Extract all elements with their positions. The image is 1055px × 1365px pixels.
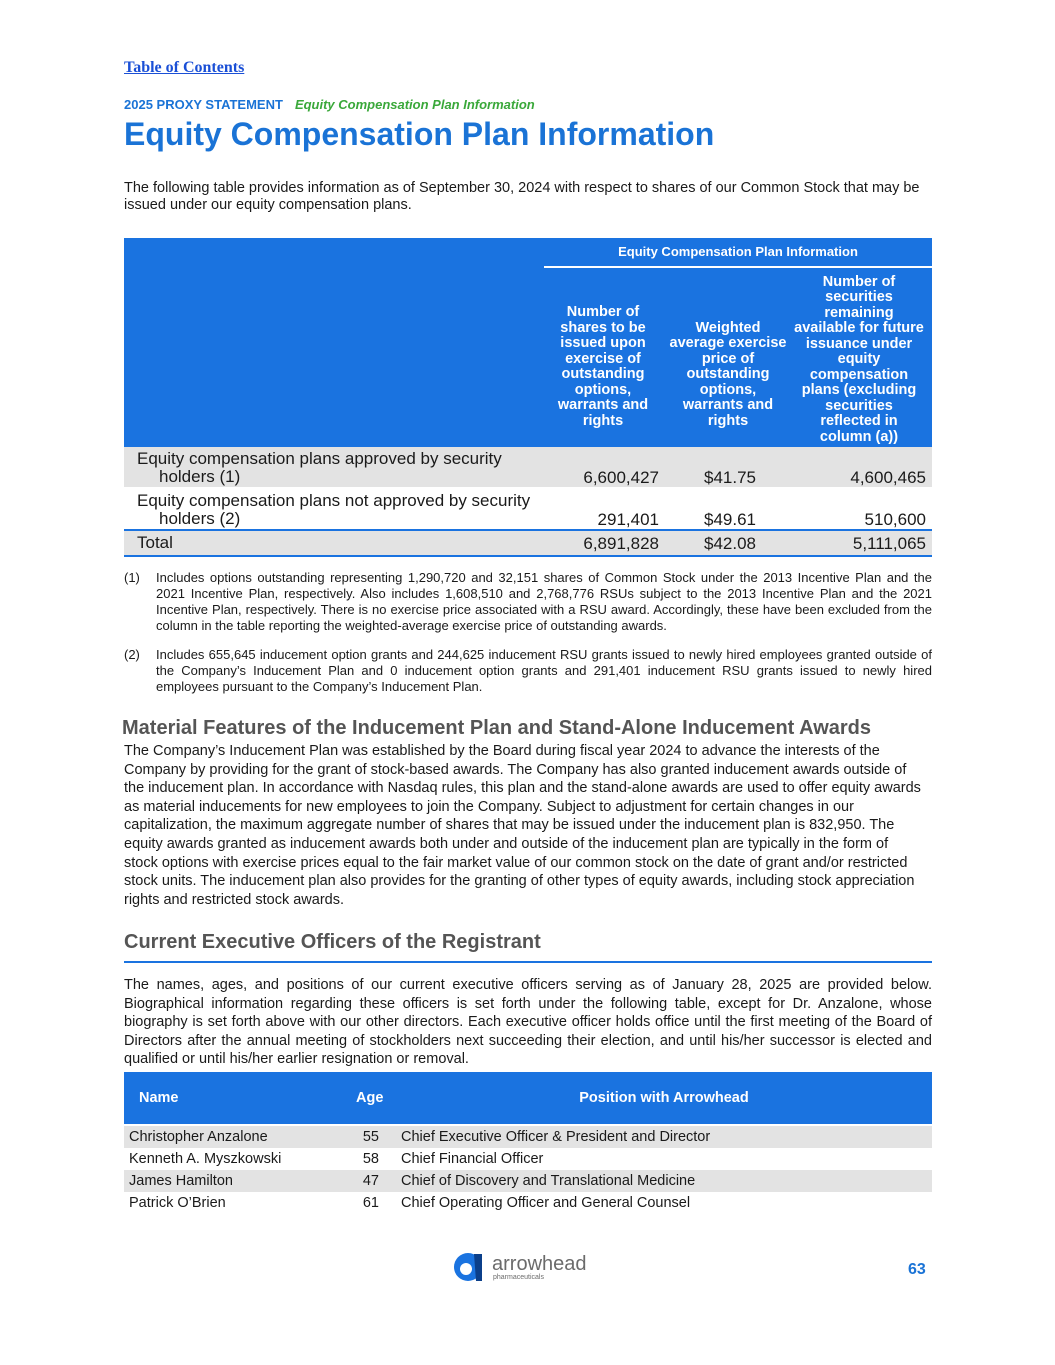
cell-remaining-available: 510,600 (864, 510, 926, 529)
section-divider (124, 961, 932, 963)
table-row (124, 488, 932, 531)
running-header (124, 97, 535, 112)
arrowhead-logo-icon (452, 1248, 612, 1286)
logo-subtitle: pharmaceuticals (493, 1274, 544, 1281)
footnote-1 (124, 570, 932, 634)
column-c-header: Number of securities remaining available for future issuance under equity compensation plans (excluding securities reflected in column (a)) (794, 273, 924, 445)
table-of-contents-link[interactable]: Table of Contents (124, 59, 245, 76)
header-section-name: Equity Compensation Plan Information (294, 97, 535, 112)
total-shares-to-issue: 6,891,828 (583, 534, 659, 553)
cell-shares-to-issue: 291,401 (597, 510, 659, 529)
officer-name: James Hamilton (129, 1173, 233, 1189)
officer-position: Chief Operating Officer and General Counsel (401, 1195, 691, 1211)
footnote-text: Includes 655,645 inducement option grants and 244,625 inducement RSU grants issued to newly hired employees granted outside of the Company’s Inducement Plan and 0 inducement option grants and 291,401 inducement RSU grants issued to newly hired employees pursuant to the Company’s Inducement Plan. (156, 647, 932, 694)
table-row (124, 1192, 932, 1214)
officer-age: 58 (362, 1151, 379, 1167)
section-heading-executive-officers: Current Executive Officers of the Registrant (124, 931, 541, 953)
table-row (124, 1170, 932, 1192)
equity-compensation-table (124, 238, 932, 557)
row-label: Equity compensation plans not approved by security holders (2) (137, 491, 531, 528)
footnote-number: (2) (124, 647, 140, 662)
total-weighted-price: $42.08 (704, 534, 756, 553)
officer-position: Chief of Discovery and Translational Medicine (401, 1173, 696, 1189)
officer-position: Chief Financial Officer (401, 1151, 544, 1167)
header-position: Position with Arrowhead (579, 1090, 749, 1106)
row-label: Equity compensation plans approved by security holders (1) (137, 449, 502, 486)
cell-weighted-price: $49.61 (704, 510, 756, 529)
section-body-inducement-plan: The Company’s Inducement Plan was established by the Board during fiscal year 2024 to advance the interests of the Company by providing for the grant of stock-based awards. The Company has also granted inducement awards outside of the inducement plan. In accordance with Nasdaq rules, this plan and the stand-alone awards are used to offer equity awards as material inducements for new employees to join the Company. Subject to adjustment for certain changes in our capitalization, the maximum aggregate number of shares that may be issued under the inducement plan is 832,950. The equity awards granted as inducement awards both under and outside of the inducement plan are typically in the form of stock options with exercise prices equal to the fair market value of our common stock on the date of grant and/or restricted stock units. The inducement plan also provides for the granting of other types of equity awards, including stock appreciation rights and restricted stock awards. (124, 743, 921, 908)
arrowhead-logo (452, 1248, 612, 1286)
footnote-2 (124, 647, 932, 695)
logo-wordmark: arrowhead (492, 1253, 587, 1275)
officer-age: 61 (362, 1195, 379, 1211)
officer-name: Christopher Anzalone (129, 1129, 268, 1145)
equity-table-header (124, 238, 932, 447)
officers-table-header (124, 1072, 932, 1124)
column-a-header: Number of shares to be issued upon exercise of outstanding options, warrants and rights (557, 304, 649, 429)
cell-weighted-price: $41.75 (704, 468, 756, 487)
column-b-header: Weighted average exercise price of outstanding options, warrants and rights (669, 319, 787, 429)
officer-position: Chief Executive Officer & President and Director (401, 1129, 711, 1145)
intro-paragraph: The following table provides information as of September 30, 2024 with respect to shares of our Common Stock that may be issued under our equity compensation plans. (124, 180, 920, 213)
section-heading-inducement-plan: Material Features of the Inducement Plan and Stand-Alone Inducement Awards (122, 717, 872, 739)
total-remaining-available: 5,111,065 (852, 534, 926, 553)
table-row (124, 447, 932, 488)
officer-name: Kenneth A. Myszkowski (129, 1151, 282, 1167)
table-row (124, 1126, 932, 1148)
equity-table-group-header: Equity Compensation Plan Information (544, 238, 932, 268)
page-number: 63 (908, 1261, 926, 1278)
table-row (124, 1148, 932, 1170)
footnote-number: (1) (124, 570, 140, 585)
cell-remaining-available: 4,600,465 (850, 468, 926, 487)
officer-age: 55 (362, 1129, 379, 1145)
total-row (124, 531, 932, 557)
officer-name: Patrick O’Brien (129, 1195, 226, 1211)
executive-officers-table (124, 1072, 932, 1214)
officer-age: 47 (362, 1173, 379, 1189)
footnote-text: Includes options outstanding representing 1,290,720 and 32,151 shares of Common Stock under the 2013 Incentive Plan and the 2021 Incentive Plan, respectively. Also includes 1,608,510 and 2,768,776 RSUs subject to the 2013 Incentive Plan and the 2021 Incentive Plan, respectively. There is no exercise price associated with a RSU award. Accordingly, these have been excluded from the column in the table reporting the weighted-average exercise price of outstanding awards. (156, 570, 932, 633)
page-title: Equity Compensation Plan Information (124, 116, 715, 152)
header-age: Age (356, 1090, 384, 1106)
cell-shares-to-issue: 6,600,427 (583, 468, 659, 487)
total-label: Total (137, 533, 173, 552)
section-body-executive-officers: The names, ages, and positions of our current executive officers serving as of January 28, 2025 are provided below. Biographical information regarding these officers is set forth under the following table, except for Dr. Anzalone, whose biography is set forth above with our other directors. Each executive officer holds office until the first meeting of the Board of Directors after the annual meeting of stockholders next succeeding their election, and until his/her successor is elected and qualified or until his/her earlier resignation or removal. (124, 977, 932, 1068)
header-name: Name (139, 1090, 179, 1106)
header-doc-name: 2025 PROXY STATEMENT (124, 97, 283, 112)
